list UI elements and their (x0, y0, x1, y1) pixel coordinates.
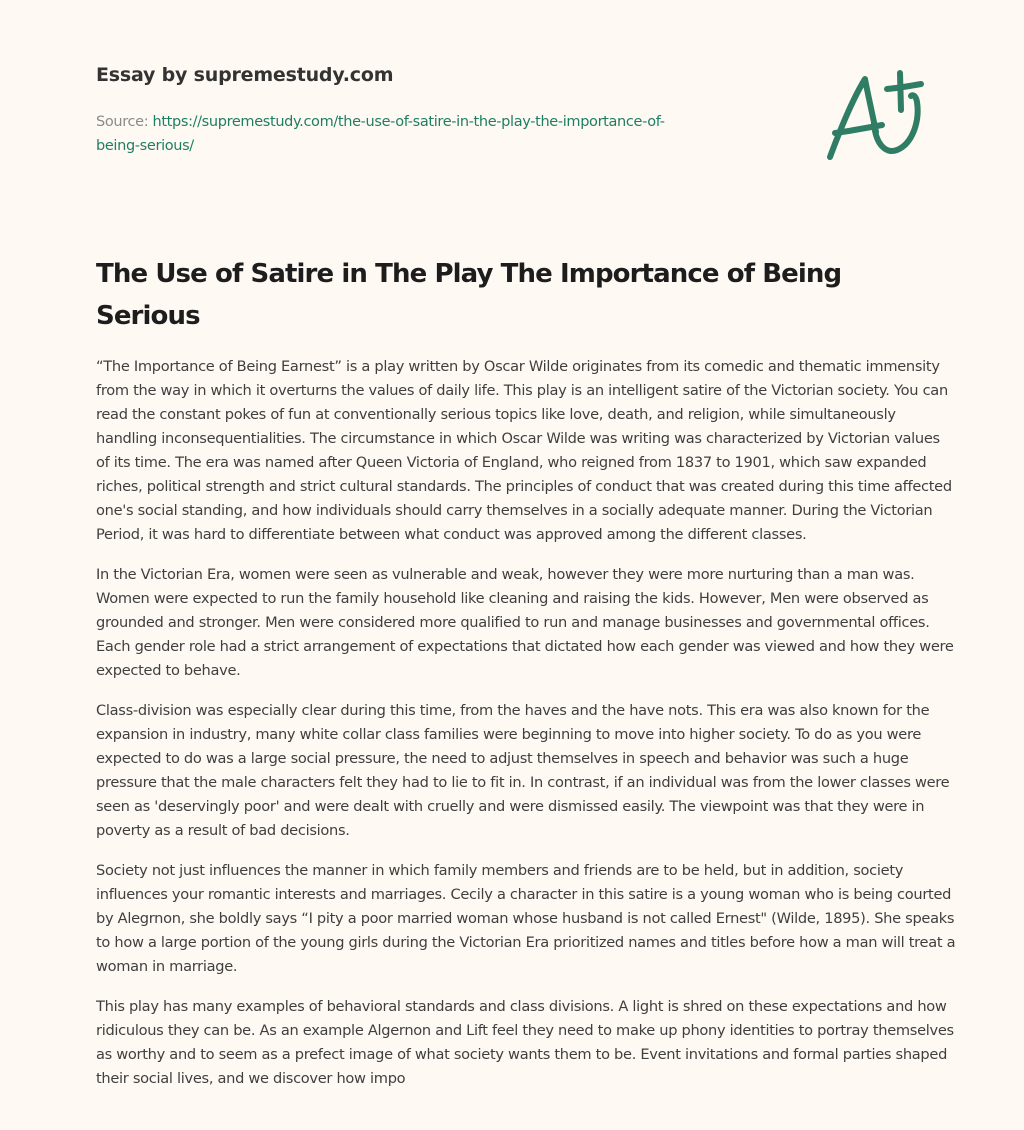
source-label: Source: (96, 114, 153, 130)
source-line (96, 110, 736, 158)
source-link[interactable] (96, 114, 665, 154)
essay-paragraph: Class-division was especially clear during this time, from the haves and the have nots. This era was also known for the expansion in industry, many white collar class families were beginning to move into higher society. To do as you were expected to do was a large social pressure, the need to adjust themselves in speech and behavior was such a huge pressure that the male characters felt they had to lie to fit in. In contrast, if an individual was from the lower classes were seen as 'deservingly poor' and were dealt with cruelly and were dismissed easily. The viewpoint was that they were in poverty as a result of bad decisions. (96, 702, 950, 839)
site-title: Essay by supremestudy.com (96, 64, 394, 86)
essay-title: The Use of Satire in The Play The Importance of Being Serious (96, 259, 842, 331)
source-link-line1: https://supremestudy.com/the-use-of-satire-in-the-play-the-importance-of- (152, 114, 665, 130)
essay-paragraph: This play has many examples of behavioral standards and class divisions. A light is shred on these expectations and how ridiculous they can be. As an example Algernon and Lift feel they need to make up phony identities to portray themselves as worthy and to seem as a prefect image of what society wants them to be. Event invitations and formal parties shaped their social lives, and we discover how impo (96, 998, 954, 1087)
a-plus-grade-icon (820, 40, 930, 170)
essay-paragraph: “The Importance of Being Earnest” is a play written by Oscar Wilde originates from its comedic and thematic immensity from the way in which it overturns the values of daily life. This play is an intelligent satire of the Victorian society. You can read the constant pokes of fun at conventionally serious topics like love, death, and religion, while simultaneously handling inconsequentialities. The circumstance in which Oscar Wilde was writing was characterized by Victorian values of its time. The era was named after Queen Victoria of England, who reigned from 1837 to 1901, which saw expanded riches, political strength and strict cultural standards. The principles of conduct that was created during this time affected one's social standing, and how individuals should carry themselves in a socially adequate manner. During the Victorian Period, it was hard to differentiate between what conduct was approved among the different classes. (96, 358, 952, 543)
essay-paragraph: Society not just influences the manner in which family members and friends are to be held, but in addition, society influences your romantic interests and marriages. Cecily a character in this satire is a young woman who is being courted by Alegrnon, she boldly says “I pity a poor married woman whose husband is not called Ernest" (Wilde, 1895). She speaks to how a large portion of the young girls during the Victorian Era prioritized names and titles before how a man will treat a woman in marriage. (96, 862, 956, 975)
essay-paragraph: In the Victorian Era, women were seen as vulnerable and weak, however they were more nurturing than a man was. Women were expected to run the family household like cleaning and raising the kids. However, Men were observed as grounded and stronger. Men were considered more qualified to run and manage businesses and governmental offices. Each gender role had a strict arrangement of expectations that dictated how each gender was viewed and how they were expected to behave. (96, 566, 954, 679)
essay-body (96, 355, 956, 1107)
source-link-line2: being-serious/ (96, 138, 194, 154)
